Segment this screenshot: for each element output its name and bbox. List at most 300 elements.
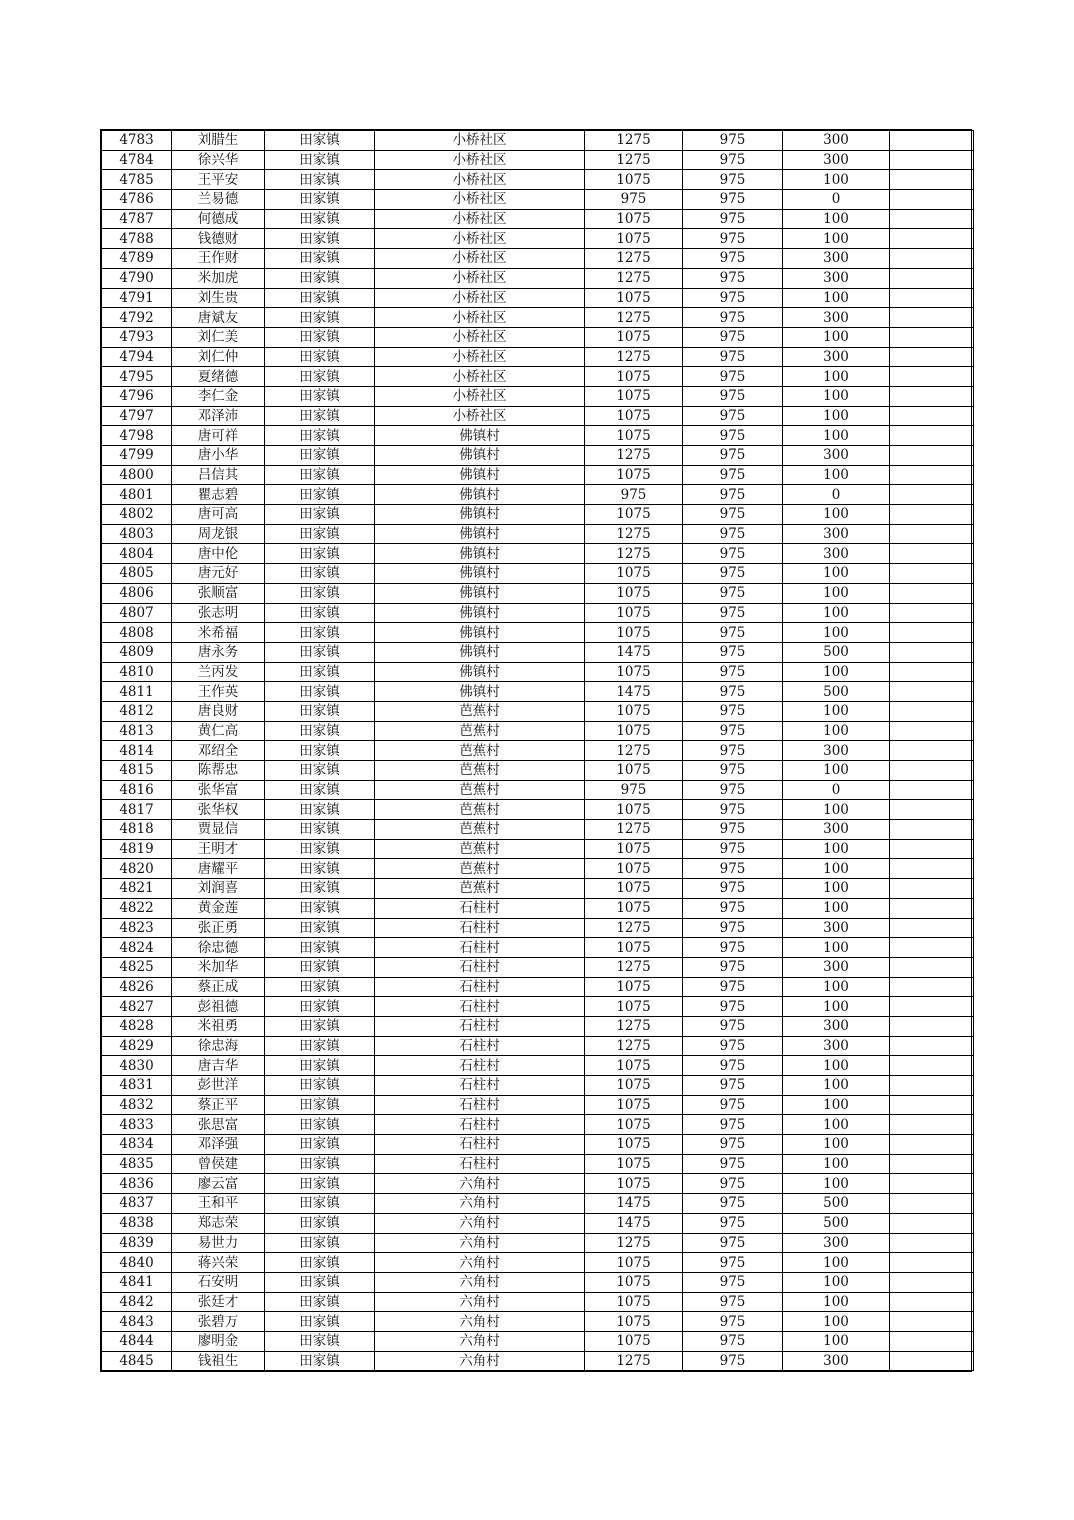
table-row: [102, 1233, 974, 1253]
total-amount-cell: 1475: [585, 642, 683, 662]
remarks-cell: [890, 1213, 974, 1233]
total-amount-cell: 1075: [585, 327, 683, 347]
remarks-cell: [890, 957, 974, 977]
total-amount-cell: 1075: [585, 1135, 683, 1155]
village-cell: 石柱村: [375, 938, 585, 958]
total-amount-cell: 975: [585, 190, 683, 210]
row-number-cell: 4818: [102, 820, 172, 840]
base-amount-cell: 975: [683, 190, 783, 210]
village-cell: 石柱村: [375, 1056, 585, 1076]
row-number-cell: 4808: [102, 623, 172, 643]
row-number-cell: 4811: [102, 682, 172, 702]
name-cell: 王明才: [172, 839, 265, 859]
name-cell: 唐中伦: [172, 544, 265, 564]
difference-cell: 100: [783, 1056, 890, 1076]
table-row: [102, 879, 974, 899]
difference-cell: 100: [783, 564, 890, 584]
name-cell: 黄仁高: [172, 721, 265, 741]
difference-cell: 100: [783, 1095, 890, 1115]
base-amount-cell: 975: [683, 524, 783, 544]
base-amount-cell: 975: [683, 1115, 783, 1135]
total-amount-cell: 1275: [585, 131, 683, 151]
row-number-cell: 4804: [102, 544, 172, 564]
town-cell: 田家镇: [265, 879, 375, 899]
village-cell: 佛镇村: [375, 603, 585, 623]
village-cell: 佛镇村: [375, 465, 585, 485]
base-amount-cell: 975: [683, 701, 783, 721]
name-cell: 张华权: [172, 800, 265, 820]
row-number-cell: 4833: [102, 1115, 172, 1135]
village-cell: 小桥社区: [375, 131, 585, 151]
name-cell: 蔡正成: [172, 977, 265, 997]
name-cell: 蔡正平: [172, 1095, 265, 1115]
town-cell: 田家镇: [265, 898, 375, 918]
town-cell: 田家镇: [265, 544, 375, 564]
remarks-cell: [890, 1233, 974, 1253]
name-cell: 石安明: [172, 1272, 265, 1292]
name-cell: 彭世洋: [172, 1076, 265, 1096]
village-cell: 小桥社区: [375, 386, 585, 406]
difference-cell: 100: [783, 505, 890, 525]
table-row: [102, 1154, 974, 1174]
town-cell: 田家镇: [265, 170, 375, 190]
table-row: [102, 1194, 974, 1214]
town-cell: 田家镇: [265, 701, 375, 721]
table-row: [102, 583, 974, 603]
base-amount-cell: 975: [683, 938, 783, 958]
name-cell: 夏绪德: [172, 367, 265, 387]
base-amount-cell: 975: [683, 1135, 783, 1155]
remarks-cell: [890, 977, 974, 997]
table-row: [102, 1351, 974, 1371]
base-amount-cell: 975: [683, 406, 783, 426]
table-row: [102, 367, 974, 387]
total-amount-cell: 1275: [585, 544, 683, 564]
town-cell: 田家镇: [265, 1115, 375, 1135]
name-cell: 刘腊生: [172, 131, 265, 151]
remarks-cell: [890, 780, 974, 800]
base-amount-cell: 975: [683, 426, 783, 446]
base-amount-cell: 975: [683, 505, 783, 525]
remarks-cell: [890, 1095, 974, 1115]
village-cell: 小桥社区: [375, 308, 585, 328]
difference-cell: 100: [783, 1272, 890, 1292]
town-cell: 田家镇: [265, 820, 375, 840]
row-number-cell: 4832: [102, 1095, 172, 1115]
total-amount-cell: 1275: [585, 249, 683, 269]
table-row: [102, 406, 974, 426]
difference-cell: 100: [783, 1312, 890, 1332]
total-amount-cell: 1275: [585, 1233, 683, 1253]
total-amount-cell: 1275: [585, 308, 683, 328]
name-cell: 唐可高: [172, 505, 265, 525]
village-cell: 石柱村: [375, 1115, 585, 1135]
remarks-cell: [890, 800, 974, 820]
name-cell: 刘润喜: [172, 879, 265, 899]
village-cell: 小桥社区: [375, 327, 585, 347]
row-number-cell: 4803: [102, 524, 172, 544]
base-amount-cell: 975: [683, 367, 783, 387]
remarks-cell: [890, 465, 974, 485]
village-cell: 佛镇村: [375, 446, 585, 466]
table-row: [102, 288, 974, 308]
total-amount-cell: 1075: [585, 1095, 683, 1115]
difference-cell: 300: [783, 918, 890, 938]
name-cell: 贾显信: [172, 820, 265, 840]
difference-cell: 500: [783, 642, 890, 662]
base-amount-cell: 975: [683, 741, 783, 761]
name-cell: 米祖勇: [172, 1016, 265, 1036]
total-amount-cell: 1075: [585, 1076, 683, 1096]
difference-cell: 300: [783, 820, 890, 840]
table-row: [102, 662, 974, 682]
difference-cell: 300: [783, 1351, 890, 1371]
base-amount-cell: 975: [683, 485, 783, 505]
total-amount-cell: 1075: [585, 898, 683, 918]
village-cell: 石柱村: [375, 898, 585, 918]
name-cell: 周龙银: [172, 524, 265, 544]
total-amount-cell: 1075: [585, 938, 683, 958]
village-cell: 芭蕉村: [375, 761, 585, 781]
town-cell: 田家镇: [265, 1233, 375, 1253]
total-amount-cell: 1475: [585, 682, 683, 702]
difference-cell: 100: [783, 1292, 890, 1312]
base-amount-cell: 975: [683, 761, 783, 781]
village-cell: 芭蕉村: [375, 879, 585, 899]
difference-cell: 300: [783, 268, 890, 288]
row-number-cell: 4798: [102, 426, 172, 446]
remarks-cell: [890, 682, 974, 702]
row-number-cell: 4784: [102, 150, 172, 170]
row-number-cell: 4835: [102, 1154, 172, 1174]
village-cell: 小桥社区: [375, 190, 585, 210]
remarks-cell: [890, 426, 974, 446]
table-row: [102, 386, 974, 406]
table-row: [102, 800, 974, 820]
row-number-cell: 4843: [102, 1312, 172, 1332]
town-cell: 田家镇: [265, 957, 375, 977]
town-cell: 田家镇: [265, 386, 375, 406]
row-number-cell: 4815: [102, 761, 172, 781]
table-row: [102, 682, 974, 702]
name-cell: 唐元好: [172, 564, 265, 584]
total-amount-cell: 1275: [585, 268, 683, 288]
name-cell: 兰易德: [172, 190, 265, 210]
difference-cell: 100: [783, 1253, 890, 1273]
remarks-cell: [890, 1312, 974, 1332]
difference-cell: 500: [783, 1194, 890, 1214]
table-row: [102, 741, 974, 761]
row-number-cell: 4806: [102, 583, 172, 603]
difference-cell: 0: [783, 780, 890, 800]
difference-cell: 100: [783, 327, 890, 347]
village-cell: 芭蕉村: [375, 741, 585, 761]
difference-cell: 100: [783, 1135, 890, 1155]
village-cell: 佛镇村: [375, 642, 585, 662]
town-cell: 田家镇: [265, 682, 375, 702]
remarks-cell: [890, 662, 974, 682]
base-amount-cell: 975: [683, 918, 783, 938]
table-row: [102, 1036, 974, 1056]
remarks-cell: [890, 1016, 974, 1036]
name-cell: 兰丙发: [172, 662, 265, 682]
difference-cell: 100: [783, 1331, 890, 1351]
table-row: [102, 938, 974, 958]
row-number-cell: 4840: [102, 1253, 172, 1273]
remarks-cell: [890, 150, 974, 170]
village-cell: 佛镇村: [375, 682, 585, 702]
name-cell: 钱祖生: [172, 1351, 265, 1371]
village-cell: 小桥社区: [375, 229, 585, 249]
town-cell: 田家镇: [265, 1312, 375, 1332]
town-cell: 田家镇: [265, 564, 375, 584]
remarks-cell: [890, 446, 974, 466]
total-amount-cell: 1075: [585, 1312, 683, 1332]
town-cell: 田家镇: [265, 780, 375, 800]
row-number-cell: 4787: [102, 209, 172, 229]
remarks-cell: [890, 406, 974, 426]
village-cell: 小桥社区: [375, 249, 585, 269]
table-row: [102, 997, 974, 1017]
base-amount-cell: 975: [683, 682, 783, 702]
remarks-cell: [890, 1076, 974, 1096]
town-cell: 田家镇: [265, 583, 375, 603]
town-cell: 田家镇: [265, 977, 375, 997]
difference-cell: 100: [783, 1115, 890, 1135]
village-cell: 六角村: [375, 1272, 585, 1292]
village-cell: 小桥社区: [375, 288, 585, 308]
town-cell: 田家镇: [265, 741, 375, 761]
village-cell: 佛镇村: [375, 662, 585, 682]
row-number-cell: 4802: [102, 505, 172, 525]
name-cell: 唐耀平: [172, 859, 265, 879]
table-row: [102, 209, 974, 229]
base-amount-cell: 975: [683, 642, 783, 662]
table-body: [102, 131, 974, 1371]
village-cell: 小桥社区: [375, 406, 585, 426]
remarks-cell: [890, 1036, 974, 1056]
town-cell: 田家镇: [265, 249, 375, 269]
table-row: [102, 327, 974, 347]
name-cell: 徐兴华: [172, 150, 265, 170]
name-cell: 彭祖德: [172, 997, 265, 1017]
total-amount-cell: 1275: [585, 957, 683, 977]
town-cell: 田家镇: [265, 327, 375, 347]
base-amount-cell: 975: [683, 170, 783, 190]
row-number-cell: 4809: [102, 642, 172, 662]
remarks-cell: [890, 938, 974, 958]
remarks-cell: [890, 288, 974, 308]
table-row: [102, 347, 974, 367]
base-amount-cell: 975: [683, 859, 783, 879]
village-cell: 小桥社区: [375, 347, 585, 367]
base-amount-cell: 975: [683, 1292, 783, 1312]
remarks-cell: [890, 918, 974, 938]
name-cell: 廖明金: [172, 1331, 265, 1351]
row-number-cell: 4789: [102, 249, 172, 269]
base-amount-cell: 975: [683, 131, 783, 151]
row-number-cell: 4828: [102, 1016, 172, 1036]
village-cell: 六角村: [375, 1331, 585, 1351]
town-cell: 田家镇: [265, 1016, 375, 1036]
table-row: [102, 1292, 974, 1312]
name-cell: 邓绍全: [172, 741, 265, 761]
name-cell: 廖云富: [172, 1174, 265, 1194]
remarks-cell: [890, 1174, 974, 1194]
town-cell: 田家镇: [265, 997, 375, 1017]
name-cell: 曾侯建: [172, 1154, 265, 1174]
name-cell: 唐吉华: [172, 1056, 265, 1076]
village-cell: 石柱村: [375, 977, 585, 997]
difference-cell: 100: [783, 465, 890, 485]
row-number-cell: 4841: [102, 1272, 172, 1292]
remarks-cell: [890, 1253, 974, 1273]
town-cell: 田家镇: [265, 465, 375, 485]
row-number-cell: 4816: [102, 780, 172, 800]
difference-cell: 500: [783, 682, 890, 702]
difference-cell: 500: [783, 1213, 890, 1233]
difference-cell: 300: [783, 131, 890, 151]
total-amount-cell: 1075: [585, 288, 683, 308]
village-cell: 六角村: [375, 1194, 585, 1214]
remarks-cell: [890, 583, 974, 603]
difference-cell: 100: [783, 859, 890, 879]
name-cell: 吕信其: [172, 465, 265, 485]
difference-cell: 300: [783, 1016, 890, 1036]
town-cell: 田家镇: [265, 347, 375, 367]
difference-cell: 100: [783, 879, 890, 899]
row-number-cell: 4786: [102, 190, 172, 210]
total-amount-cell: 975: [585, 780, 683, 800]
name-cell: 黄金莲: [172, 898, 265, 918]
base-amount-cell: 975: [683, 721, 783, 741]
town-cell: 田家镇: [265, 761, 375, 781]
base-amount-cell: 975: [683, 839, 783, 859]
base-amount-cell: 975: [683, 308, 783, 328]
remarks-cell: [890, 1272, 974, 1292]
row-number-cell: 4831: [102, 1076, 172, 1096]
table-row: [102, 977, 974, 997]
base-amount-cell: 975: [683, 1312, 783, 1332]
row-number-cell: 4836: [102, 1174, 172, 1194]
village-cell: 六角村: [375, 1213, 585, 1233]
total-amount-cell: 1075: [585, 761, 683, 781]
difference-cell: 100: [783, 229, 890, 249]
row-number-cell: 4826: [102, 977, 172, 997]
difference-cell: 100: [783, 662, 890, 682]
remarks-cell: [890, 741, 974, 761]
remarks-cell: [890, 642, 974, 662]
table-row: [102, 1213, 974, 1233]
town-cell: 田家镇: [265, 938, 375, 958]
town-cell: 田家镇: [265, 229, 375, 249]
total-amount-cell: 1075: [585, 426, 683, 446]
base-amount-cell: 975: [683, 1253, 783, 1273]
town-cell: 田家镇: [265, 721, 375, 741]
difference-cell: 100: [783, 386, 890, 406]
row-number-cell: 4823: [102, 918, 172, 938]
village-cell: 石柱村: [375, 1036, 585, 1056]
table-row: [102, 308, 974, 328]
remarks-cell: [890, 485, 974, 505]
base-amount-cell: 975: [683, 1056, 783, 1076]
total-amount-cell: 1075: [585, 1174, 683, 1194]
village-cell: 石柱村: [375, 997, 585, 1017]
row-number-cell: 4845: [102, 1351, 172, 1371]
row-number-cell: 4797: [102, 406, 172, 426]
village-cell: 佛镇村: [375, 564, 585, 584]
table-row: [102, 1135, 974, 1155]
row-number-cell: 4792: [102, 308, 172, 328]
row-number-cell: 4834: [102, 1135, 172, 1155]
table-row: [102, 1095, 974, 1115]
total-amount-cell: 1275: [585, 524, 683, 544]
village-cell: 小桥社区: [375, 268, 585, 288]
remarks-cell: [890, 1292, 974, 1312]
table-row: [102, 780, 974, 800]
name-cell: 唐可祥: [172, 426, 265, 446]
row-number-cell: 4842: [102, 1292, 172, 1312]
difference-cell: 100: [783, 623, 890, 643]
row-number-cell: 4812: [102, 701, 172, 721]
base-amount-cell: 975: [683, 879, 783, 899]
town-cell: 田家镇: [265, 662, 375, 682]
town-cell: 田家镇: [265, 505, 375, 525]
difference-cell: 100: [783, 170, 890, 190]
base-amount-cell: 975: [683, 662, 783, 682]
village-cell: 六角村: [375, 1292, 585, 1312]
town-cell: 田家镇: [265, 308, 375, 328]
row-number-cell: 4810: [102, 662, 172, 682]
name-cell: 米加华: [172, 957, 265, 977]
total-amount-cell: 1075: [585, 997, 683, 1017]
name-cell: 刘仁美: [172, 327, 265, 347]
difference-cell: 100: [783, 406, 890, 426]
village-cell: 佛镇村: [375, 485, 585, 505]
base-amount-cell: 975: [683, 1351, 783, 1371]
town-cell: 田家镇: [265, 190, 375, 210]
table-row: [102, 820, 974, 840]
remarks-cell: [890, 603, 974, 623]
table-row: [102, 1253, 974, 1273]
table-row: [102, 623, 974, 643]
remarks-cell: [890, 564, 974, 584]
village-cell: 芭蕉村: [375, 721, 585, 741]
total-amount-cell: 1075: [585, 406, 683, 426]
remarks-cell: [890, 505, 974, 525]
total-amount-cell: 1275: [585, 820, 683, 840]
name-cell: 易世力: [172, 1233, 265, 1253]
row-number-cell: 4844: [102, 1331, 172, 1351]
total-amount-cell: 1075: [585, 564, 683, 584]
table-row: [102, 426, 974, 446]
table-row: [102, 603, 974, 623]
village-cell: 芭蕉村: [375, 820, 585, 840]
total-amount-cell: 1275: [585, 1016, 683, 1036]
base-amount-cell: 975: [683, 564, 783, 584]
name-cell: 张华富: [172, 780, 265, 800]
base-amount-cell: 975: [683, 327, 783, 347]
total-amount-cell: 1075: [585, 209, 683, 229]
total-amount-cell: 1275: [585, 347, 683, 367]
row-number-cell: 4783: [102, 131, 172, 151]
name-cell: 张廷才: [172, 1292, 265, 1312]
total-amount-cell: 1075: [585, 879, 683, 899]
table-row: [102, 564, 974, 584]
remarks-cell: [890, 190, 974, 210]
row-number-cell: 4839: [102, 1233, 172, 1253]
table-row: [102, 485, 974, 505]
